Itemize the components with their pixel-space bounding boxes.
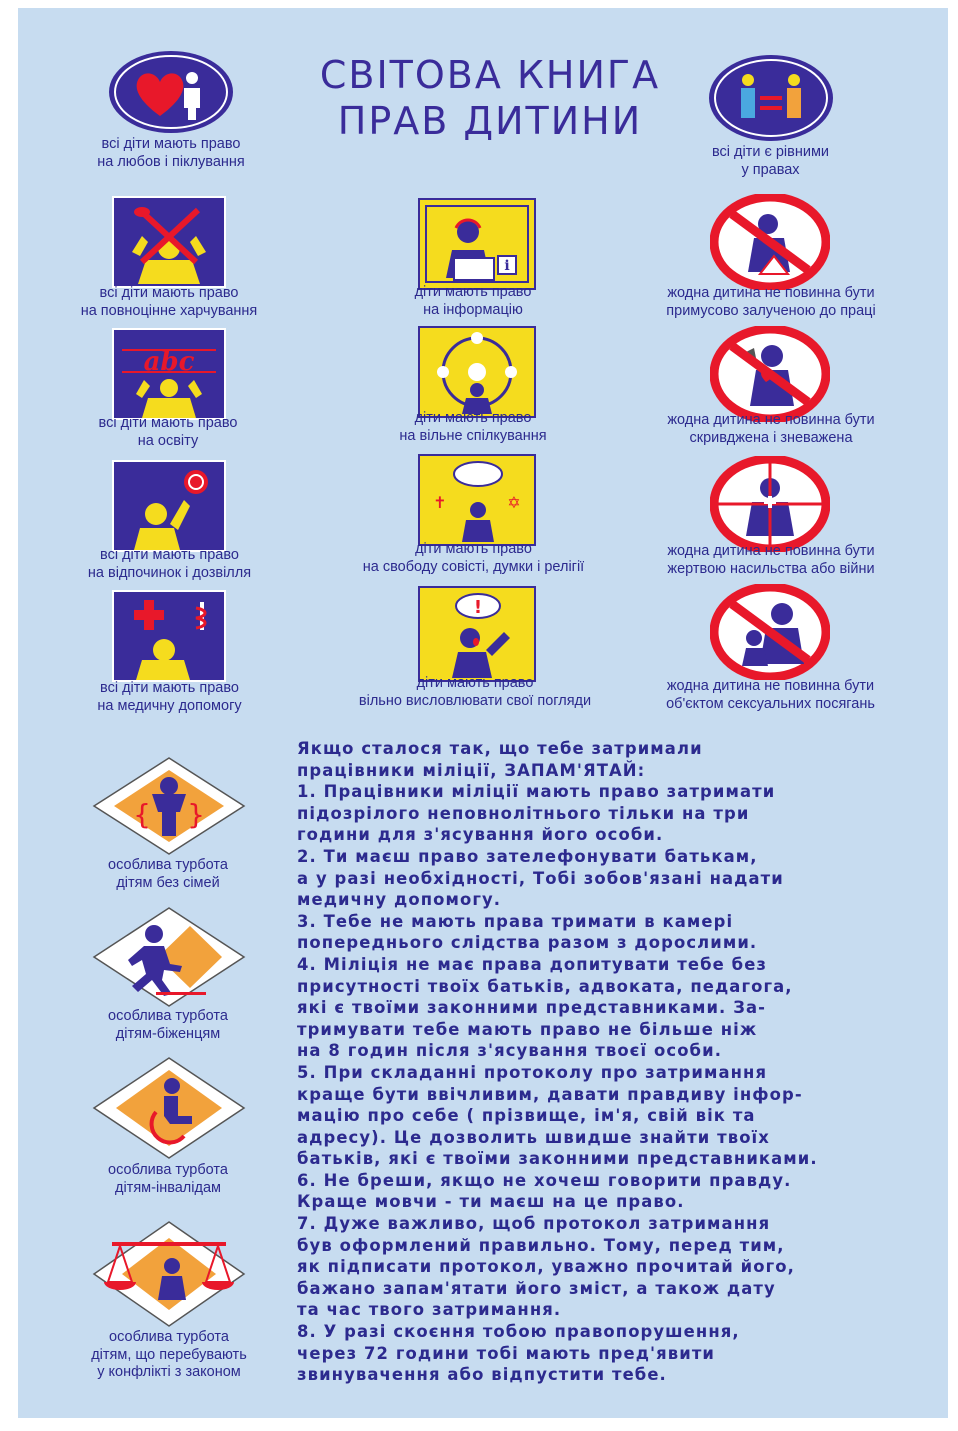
arrest-lines (297, 781, 897, 1386)
page-title (280, 52, 700, 144)
arrest-text-line: на 8 годин після з'ясування твоєї особи. (297, 1041, 723, 1061)
care-caption-4: особлива турбота дітям, що перебувають у конфлікті з законом (91, 1329, 247, 1380)
child-brackets-icon (92, 756, 246, 856)
spoon-fork-icon (112, 196, 226, 288)
arrest-text-line: 4. Міліція не має права допитувати тебе без (297, 954, 768, 974)
svg-text:✝: ✝ (433, 493, 447, 512)
svg-text:{: { (133, 798, 151, 831)
right-caption-1: всі діти мають право на любов і піклування (97, 136, 245, 170)
right-caption-10: діти мають право на свободу совісті, думки і релігії (362, 541, 585, 575)
arrest-instructions (297, 738, 897, 1386)
running-refugee-icon (92, 906, 246, 1008)
right-caption-3: всі діти мають право на повноцінне харчування (80, 285, 258, 319)
arrest-text-line: адресу). Це дозволить швидше знайти твоїх (297, 1127, 770, 1147)
svg-text:}: } (187, 798, 205, 831)
svg-text:abc: abc (143, 347, 195, 377)
poster (18, 8, 948, 1418)
right-caption-12: всі діти мають право на медичну допомогу (97, 680, 242, 714)
arrest-heading-line: Якщо сталося так, що тебе затримали (297, 739, 703, 758)
arrest-text-line: мацію про себе ( прізвище, ім'я, свій вік та (297, 1106, 756, 1126)
arrest-text-line: попереднього слідства разом з дорослими. (297, 933, 758, 953)
equal-children-icon (708, 54, 834, 142)
right-caption-7: діти мають право на вільне спілкування (399, 410, 547, 444)
right-caption-11: жодна дитина не повинна бути жертвою насильства або війни (667, 543, 875, 577)
arrest-text-line: батьків, які є твоїми законними представниками. (297, 1149, 818, 1169)
right-caption-9: всі діти мають право на відпочинок і дозвілля (87, 547, 252, 581)
right-caption-4: діти мають право на інформацію (414, 284, 532, 318)
scales-icon (92, 1220, 246, 1328)
arrest-text-line: 2. Ти маєш право зателефонувати батькам, (297, 846, 758, 866)
no-child-labour-icon (710, 194, 830, 290)
wheelchair-icon (92, 1056, 246, 1160)
arrest-text-line: години для з'ясування його особи. (297, 825, 664, 845)
right-caption-8: жодна дитина не повинна бути скривджена і зневажена (667, 412, 875, 446)
arrest-text-line: 8. У разі скоєння тобою правопорушення, (297, 1322, 740, 1342)
right-caption-13: діти мають право вільно висловлювати свої погляди (358, 675, 592, 709)
arrest-text-line: через 72 години тобі мають пред'явити (297, 1343, 716, 1363)
arrest-heading-line: працівники міліції, ЗАПАМ'ЯТАЙ: (297, 760, 646, 780)
ball-play-icon (112, 460, 226, 552)
arrest-text-line: тримувати тебе мають право не більше ніж (297, 1019, 758, 1039)
care-caption-2: особлива турбота дітям-біженцям (108, 1008, 228, 1042)
medical-cross-icon (112, 590, 226, 682)
arrest-text-line: 3. Тебе не мають права тримати в камері (297, 911, 734, 931)
arrest-text-line: як підписати протокол, уважно прочитай його, (297, 1257, 795, 1277)
arrest-text-line: а у разі необхідності, Тобі зобов'язані надати (297, 868, 784, 888)
arrest-text-line: краще бути ввічливим, давати правдиву інфор- (297, 1084, 803, 1104)
arrest-text-line: медичну допомогу. (297, 890, 502, 910)
arrest-text-line: які є твоїми законними представниками. За- (297, 998, 767, 1018)
svg-text:i: i (504, 258, 510, 274)
arrest-text-line: підозрілого неповнолітнього тільки на три (297, 803, 750, 823)
title-line-1: СВІТОВА КНИГА (319, 53, 661, 97)
right-caption-2: всі діти є рівними у правах (711, 144, 830, 178)
right-caption-5: жодна дитина не повинна бути примусово залученою до праці (666, 285, 876, 319)
abc-icon (112, 328, 226, 420)
arrest-text-line: звинувачення або відпустити тебе. (297, 1365, 667, 1385)
handshake-circle-icon (418, 326, 536, 418)
right-caption-6: всі діти мають право на освіту (98, 415, 238, 449)
arrest-text-line: 1. Працівники міліції мають право затримати (297, 782, 776, 802)
no-abuse-icon (710, 326, 830, 422)
arrest-text-line: 5. При складанні протоколу про затримання (297, 1062, 768, 1082)
reading-child-icon (418, 198, 536, 290)
title-line-2: ПРАВ ДИТИНИ (337, 99, 643, 143)
heart-child-icon (108, 50, 234, 134)
arrest-text-line: був оформлений правильно. Тому, перед тим, (297, 1235, 785, 1255)
arrest-text-line: бажано запам'ятати його зміст, а також дату (297, 1278, 776, 1298)
arrest-text-line: та час твого затримання. (297, 1300, 562, 1320)
no-sexual-abuse-icon (710, 584, 830, 680)
arrest-text-line: присутності твоїх батьків, адвоката, педагога, (297, 976, 793, 996)
svg-text:!: ! (473, 597, 483, 618)
care-caption-1: особлива турбота дітям без сімей (108, 857, 228, 891)
arrest-text-line: 6. Не бреши, якщо не хочеш говорити правду. (297, 1170, 792, 1190)
thought-religion-icon (418, 454, 536, 546)
no-violence-icon (710, 456, 830, 552)
speech-exclamation-icon (418, 586, 536, 682)
arrest-text-line: Краще мовчи - ти маєш на це право. (297, 1192, 685, 1212)
care-caption-3: особлива турбота дітям-інвалідам (108, 1162, 228, 1196)
svg-text:✡: ✡ (507, 493, 521, 512)
arrest-text-line: 7. Дуже важливо, щоб протокол затримання (297, 1214, 771, 1234)
right-caption-14: жодна дитина не повинна бути об'єктом сексуальних посягань (666, 678, 875, 712)
